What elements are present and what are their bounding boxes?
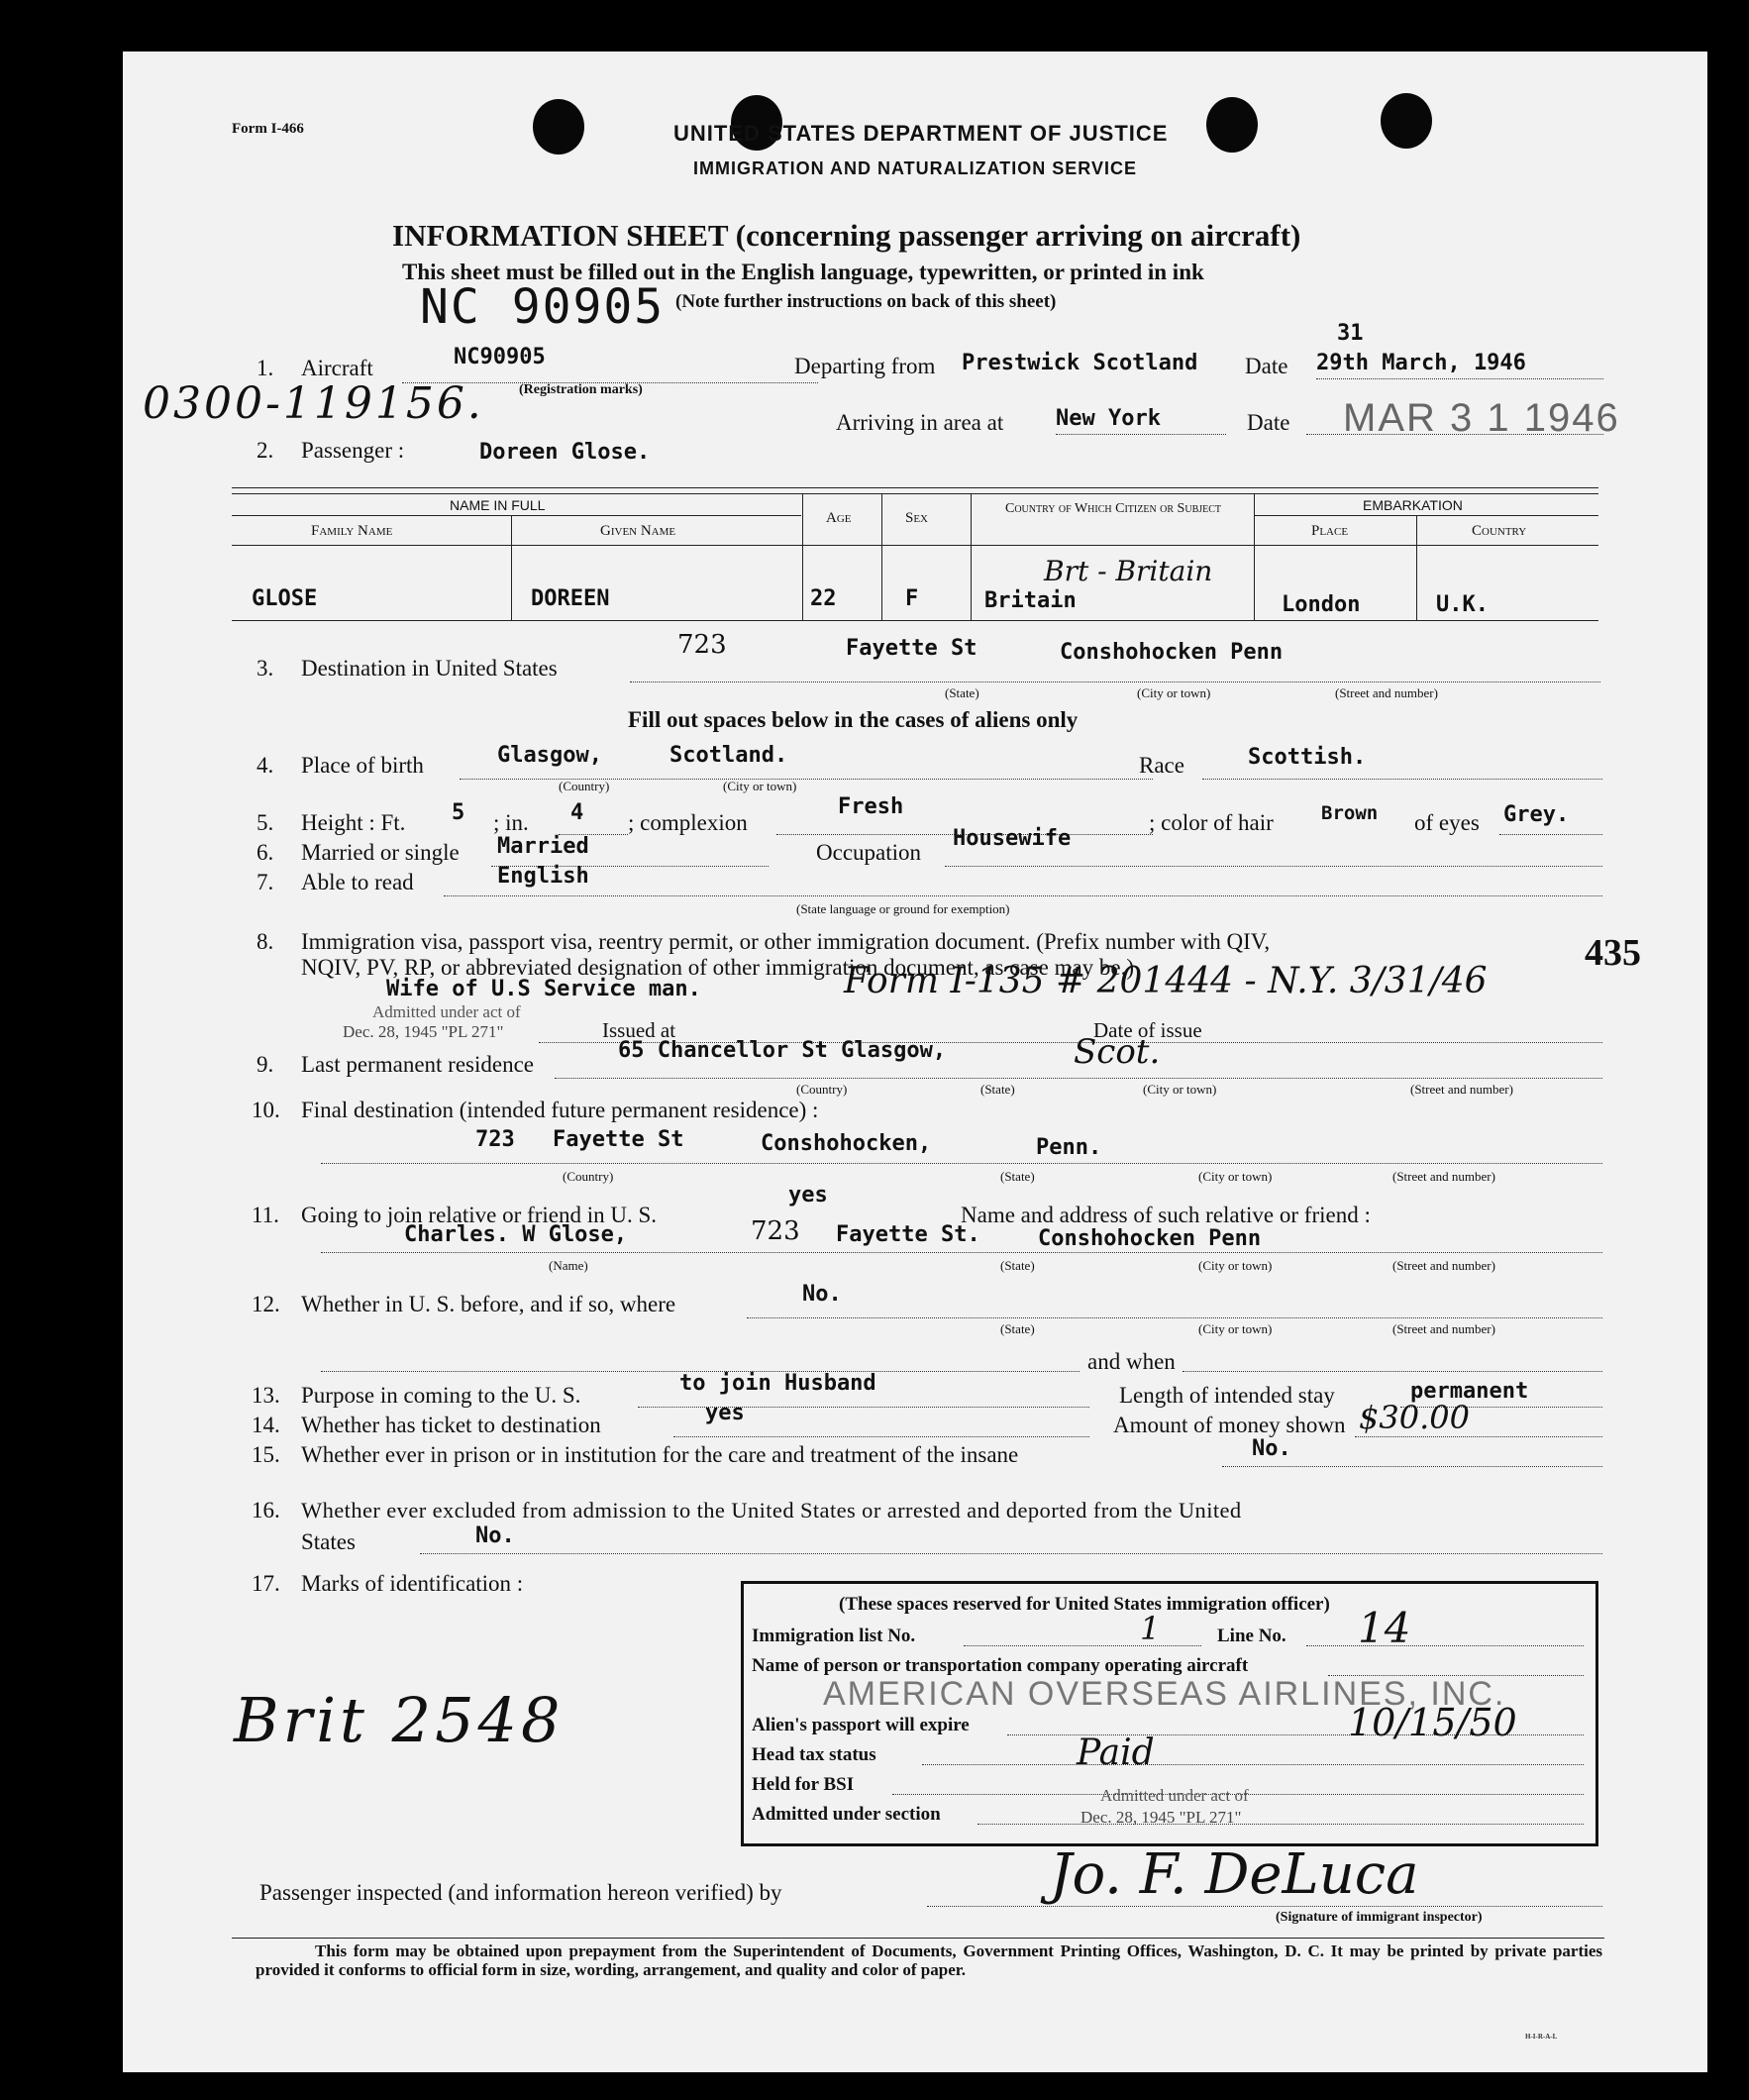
marks-label: Marks of identification : [301,1571,524,1596]
q8-typed-value: Wife of U.S Service man. [386,977,701,1001]
issued-at-label: Issued at [602,1018,676,1042]
q17-number: 17. [252,1571,280,1596]
aliens-heading: Fill out spaces below in the cases of aliens only [628,707,1079,732]
final-dest-country-caption: (Country) [563,1169,614,1184]
residence-value: 65 Chancellor St Glasgow, [618,1038,947,1063]
purpose-value: to join Husband [679,1371,876,1396]
passport-expire-value: 10/15/50 [1348,1701,1517,1744]
destination-city: Conshohocken Penn [1060,640,1284,665]
q2-number: 2. [257,438,274,463]
embark-country-header: Country [1472,523,1527,539]
final-dest-street: Fayette St [553,1127,684,1152]
citizen-header: Country of Which Citizen or Subject [1004,501,1222,516]
marks-handwritten: Brit 2548 [234,1684,565,1756]
residence-state-caption: (State) [980,1082,1015,1097]
admitted-stamp-2: Dec. 28, 1945 "PL 271" [1080,1808,1242,1827]
final-dest-city-caption: (City or town) [1198,1169,1273,1184]
arrive-date-stamp: MAR 3 1 1946 [1343,396,1620,440]
marital-value: Married [497,834,589,859]
relative-number-value: 723 [751,1216,800,1246]
q8-text-2: NQIV, PV, RP, or abbreviated designation of other immigration document, as case may be.) [301,955,1135,980]
aircraft-value: NC90905 [454,345,546,369]
birth-country-caption: (Country) [559,779,610,793]
us-before-state-caption: (State) [1000,1321,1035,1336]
given-name-header: Given Name [600,523,676,539]
stay-label: Length of intended stay [1119,1383,1335,1408]
final-dest-city: Conshohocken, [761,1131,932,1156]
footer-note: This form may be obtained upon prepayment from the Superintendent of Documents, Government Printing Offices, Washington, D. C. It may be printed by private parties provided it conforms to official form in size, wording, arrangement, and quality and color of paper. [256,1942,1602,1979]
q4-number: 4. [257,753,274,778]
birthplace-label: Place of birth [301,753,424,778]
citizen-value: Britain [984,588,1077,613]
us-before-street-caption: (Street and number) [1392,1321,1495,1336]
inspector-signature: Jo. F. DeLuca [1050,1842,1419,1907]
depart-date-label: Date [1245,354,1288,378]
hair-label: ; color of hair [1149,810,1274,835]
inspector-signature-caption: (Signature of immigrant inspector) [1276,1910,1483,1925]
form-number: Form I-466 [232,121,304,137]
punch-hole-left [533,99,584,155]
final-destination-label: Final destination (intended future permanent residence) : [301,1098,819,1122]
list-no-label: Immigration list No. [752,1626,916,1646]
height-feet-value: 5 [452,800,465,825]
given-name-value: DOREEN [531,586,610,611]
relative-name-label: Name and address of such relative or friend : [961,1203,1371,1227]
residence-country-caption: (Country) [796,1082,848,1097]
race-label: Race [1139,753,1184,778]
relative-name-caption: (Name) [549,1258,588,1273]
complexion-value: Fresh [838,794,904,819]
purpose-label: Purpose in coming to the U. S. [301,1383,581,1408]
q10-number: 10. [252,1098,280,1122]
complexion-label: ; complexion [628,810,748,835]
headtax-label: Head tax status [752,1744,876,1765]
depart-date-correction: 31 [1337,321,1364,346]
passenger-value: Doreen Glose. [479,440,651,465]
excluded-label-1: Whether ever excluded from admission to the United States or arrested and deported from the United [301,1498,1242,1522]
prison-value: No. [1252,1436,1291,1461]
departing-label: Departing from [794,354,936,378]
handwritten-file-number: 0300-119156. [143,378,484,429]
q14-number: 14. [252,1413,280,1437]
residence-label: Last permanent residence [301,1052,534,1077]
join-relative-label: Going to join relative or friend in U. S. [301,1203,657,1227]
money-label: Amount of money shown [1113,1413,1346,1437]
q8-text-1: Immigration visa, passport visa, reentry permit, or other immigration document. (Prefix number with QIV, [301,929,1271,954]
passport-expire-label: Alien's passport will expire [752,1715,970,1735]
officer-box-title: (These spaces reserved for United States immigration officer) [839,1594,1330,1615]
line-no-label: Line No. [1217,1626,1286,1646]
admitted-section-label: Admitted under section [752,1804,941,1825]
q3-number: 3. [257,656,274,681]
q12-number: 12. [252,1292,280,1316]
family-name-value: GLOSE [252,586,318,611]
occupation-label: Occupation [816,840,922,865]
residence-street-caption: (Street and number) [1410,1082,1513,1097]
q8-stamp-number: 435 [1585,932,1641,974]
q13-number: 13. [252,1383,280,1408]
birth-city-value: Scotland. [669,743,788,768]
aircraft-label: Aircraft [301,356,373,380]
destination-state-caption: (State) [945,685,979,700]
stay-value: permanent [1410,1379,1529,1404]
q1-number: 1. [257,356,274,380]
eyes-value: Grey. [1503,802,1570,827]
final-dest-state-caption: (State) [1000,1169,1035,1184]
company-label: Name of person or transportation company operating aircraft [752,1655,1249,1676]
q7-number: 7. [257,870,274,894]
arrive-date-label: Date [1247,410,1290,435]
destination-city-caption: (City or town) [1137,685,1211,700]
q6-number: 6. [257,840,274,865]
q5-number: 5. [257,810,274,835]
prison-label: Whether ever in prison or in institution for the care and treatment of the insane [301,1442,1019,1467]
race-value: Scottish. [1248,745,1367,770]
headtax-value: Paid [1077,1732,1155,1773]
relative-city-caption: (City or town) [1198,1258,1273,1273]
final-dest-street-caption: (Street and number) [1392,1169,1495,1184]
height-inches-value: 4 [570,800,584,825]
relative-city-value: Conshohocken Penn [1038,1226,1262,1251]
residence-city-caption: (City or town) [1143,1082,1217,1097]
instructions-note: (Note further instructions on back of this sheet) [675,291,1057,312]
passenger-label: Passenger : [301,438,405,463]
arriving-label: Arriving in area at [836,410,1004,435]
page-subtitle: This sheet must be filled out in the English language, typewritten, or printed in ink [402,260,1204,284]
hair-value: Brown [1321,802,1379,824]
marital-label: Married or single [301,840,460,865]
destination-label: Destination in United States [301,656,558,681]
form-sheet [123,52,1707,2072]
and-when-label: and when [1087,1349,1176,1374]
excluded-label-2: States [301,1529,356,1554]
family-name-header: Family Name [311,523,393,539]
embark-place-header: Place [1311,523,1349,539]
final-dest-number: 723 [475,1127,515,1152]
occupation-value: Housewife [953,826,1072,851]
q8-number: 8. [257,929,274,954]
destination-street: Fayette St [846,636,977,661]
punch-hole-right [1206,97,1258,153]
department-title: UNITED STATES DEPARTMENT OF JUSTICE [673,121,1169,146]
ticket-value: yes [705,1401,745,1425]
bsi-label: Held for BSI [752,1774,855,1795]
q16-number: 16. [252,1498,280,1522]
sex-value: F [905,586,919,611]
read-value: English [497,864,589,889]
q8-handwritten-value: Form I-135 # 201444 - N.Y. 3/31/46 [844,961,1488,1001]
company-stamp: AMERICAN OVERSEAS AIRLINES, INC. [823,1675,1506,1713]
name-in-full-header: NAME IN FULL [450,497,546,513]
date-of-issue-label: Date of issue [1093,1018,1202,1042]
eyes-label: of eyes [1414,810,1480,835]
birth-country-value: Glasgow, [497,743,602,768]
birth-city-caption: (City or town) [723,779,797,793]
departing-value: Prestwick Scotland [962,351,1198,375]
q11-number: 11. [252,1203,279,1227]
line-no-value: 14 [1358,1604,1411,1652]
q9-number: 9. [257,1052,274,1077]
excluded-value: No. [475,1523,515,1548]
q15-number: 15. [252,1442,280,1467]
embark-country-value: U.K. [1436,592,1489,617]
read-label: Able to read [301,870,414,894]
punch-hole-far-right [1381,93,1432,149]
age-value: 22 [810,586,837,611]
residence-handwritten: Scot. [1074,1032,1161,1072]
height-label: Height : Ft. [301,810,406,835]
q8-admitted-stamp-2: Dec. 28, 1945 "PL 271" [343,1022,504,1041]
serial-stamp: NC 90905 [420,279,666,335]
corner-code: H-I-R-A-L [1525,2033,1558,2041]
money-value: $30.00 [1359,1399,1470,1436]
embarkation-header: EMBARKATION [1363,497,1463,513]
citizen-handwritten: Brt - Britain [1044,555,1213,587]
destination-street-caption: (Street and number) [1335,685,1438,700]
sex-header: Sex [905,510,929,526]
officer-box [741,1581,1598,1846]
height-inches-label: ; in. [493,810,529,835]
admitted-stamp-1: Admitted under act of [1100,1786,1249,1805]
relative-state-caption: (State) [1000,1258,1035,1273]
list-no-value: 1 [1140,1610,1161,1647]
depart-date-value: 29th March, 1946 [1316,351,1526,375]
arriving-value: New York [1056,406,1161,431]
page-title: INFORMATION SHEET (concerning passenger arriving on aircraft) [392,218,1301,253]
service-title: IMMIGRATION AND NATURALIZATION SERVICE [693,158,1137,178]
us-before-city-caption: (City or town) [1198,1321,1273,1336]
relative-name-value: Charles. W Glose, [404,1222,628,1247]
destination-number: 723 [677,630,727,660]
join-relative-answer: yes [788,1183,828,1208]
final-dest-state: Penn. [1036,1135,1102,1160]
registration-caption: (Registration marks) [519,382,643,397]
inspected-by-label: Passenger inspected (and information hereon verified) by [259,1880,782,1905]
in-us-before-label: Whether in U. S. before, and if so, where [301,1292,676,1316]
embark-place-value: London [1282,592,1361,617]
q8-admitted-stamp-1: Admitted under act of [372,1002,521,1021]
relative-street-value: Fayette St. [836,1222,980,1247]
in-us-before-value: No. [802,1282,842,1307]
relative-street-caption: (Street and number) [1392,1258,1495,1273]
ticket-label: Whether has ticket to destination [301,1413,601,1437]
read-caption: (State language or ground for exemption) [796,901,1010,916]
age-header: Age [826,510,852,526]
